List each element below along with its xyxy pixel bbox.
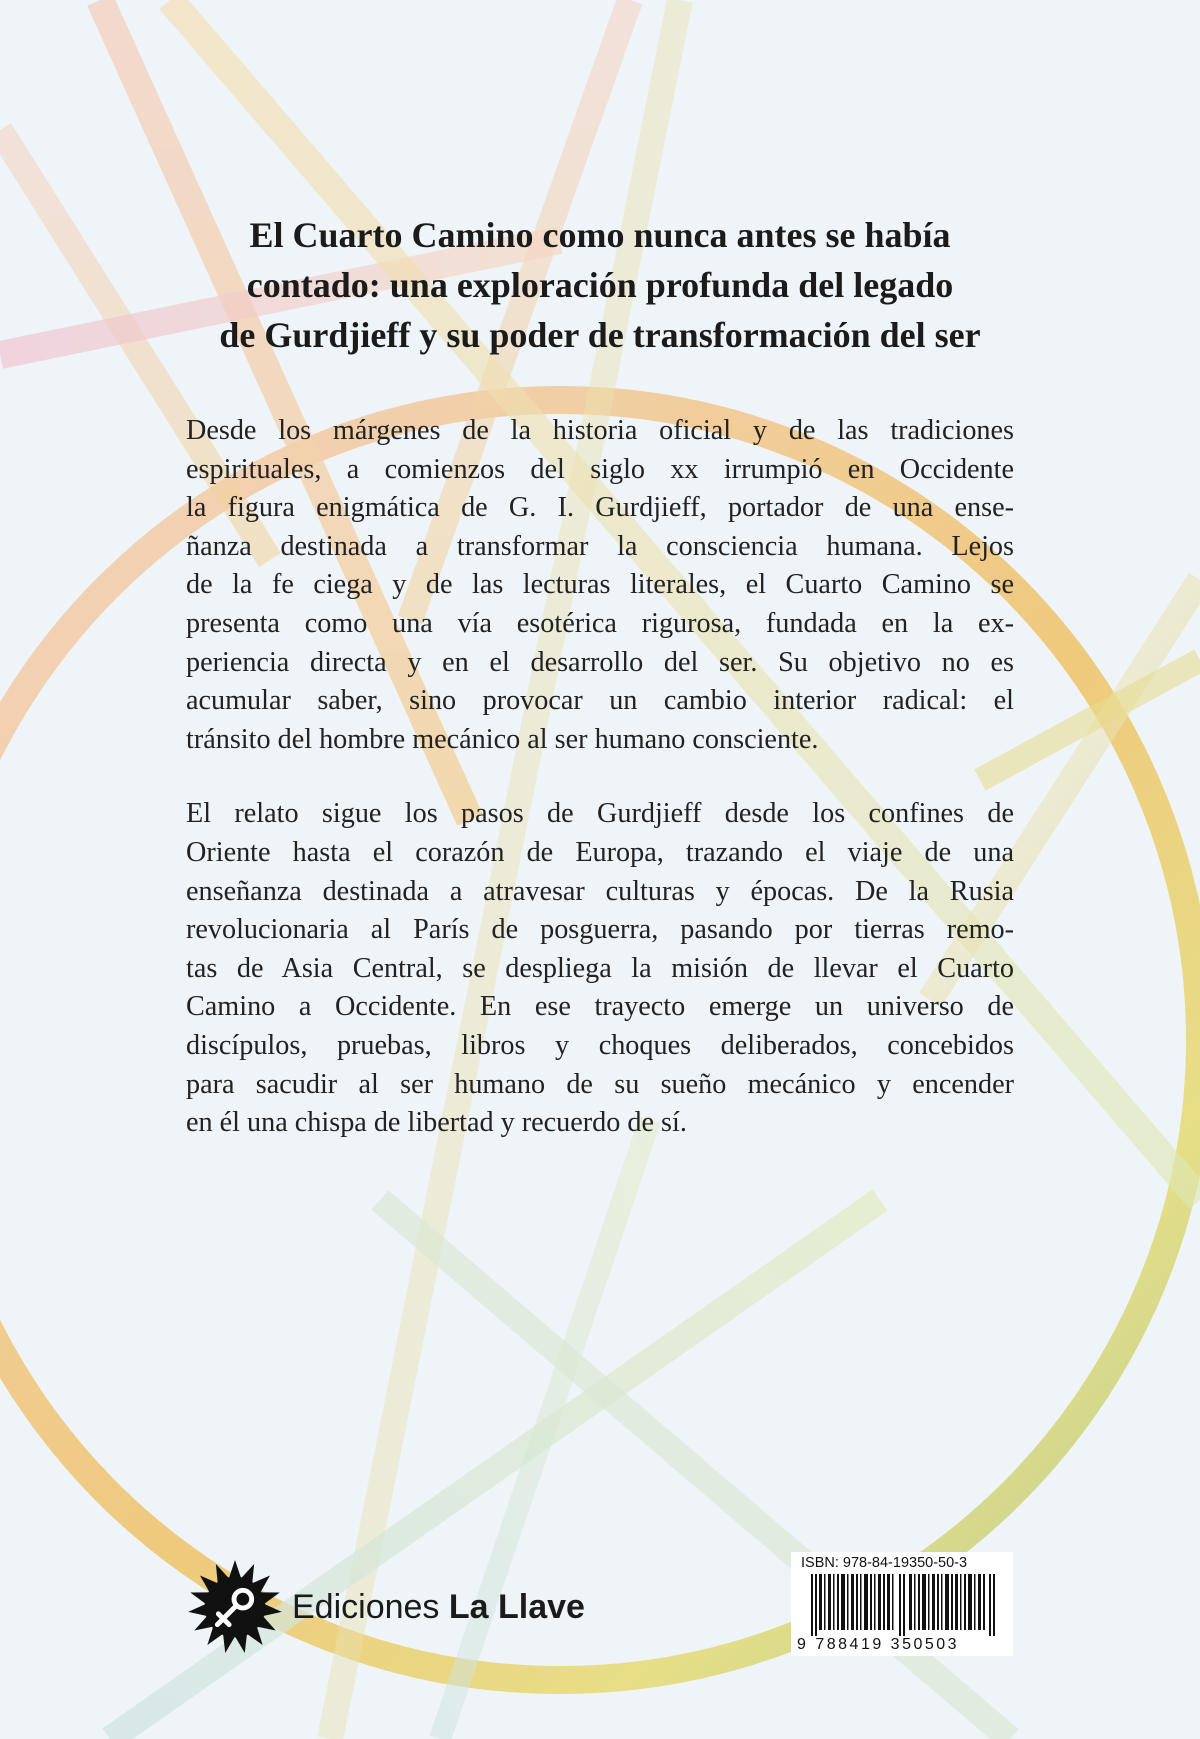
text-line: ñanza destinada a transformar la consciencia humana. Lejos: [186, 530, 1014, 562]
blurb-text: [186, 412, 1014, 1179]
text-line: Camino a Occidente. En ese trayecto emerge un universo de: [186, 991, 1014, 1023]
text-line: de la fe ciega y de las lecturas literales, el Cuarto Camino se: [186, 569, 1014, 601]
text-line: tránsito del hombre mecánico al ser humano consciente.: [186, 723, 819, 755]
publisher-name-bold: La Llave: [448, 1587, 585, 1626]
headline-line: contado: una exploración profunda del legado: [246, 265, 954, 305]
isbn-barcode: [791, 1552, 1013, 1656]
text-line: Desde los márgenes de la historia oficial y de las tradiciones: [186, 415, 1014, 446]
text-line: periencia directa y en el desarrollo del ser. Su objetivo no es: [186, 646, 1014, 678]
text-line: enseñanza destinada a atravesar culturas y épocas. De la Rusia: [186, 875, 1014, 907]
text-line: acumular saber, sino provocar un cambio interior radical: el: [186, 685, 1014, 717]
isbn-label: ISBN: 978-84-19350-50-3: [801, 1555, 968, 1571]
barcode-digits: 9 788419 350503: [797, 1636, 960, 1653]
text-line: en él una chispa de libertad y recuerdo de sí.: [186, 1107, 687, 1139]
headline: [150, 210, 1050, 360]
text-line: discípulos, pruebas, libros y choques deliberados, concebidos: [186, 1029, 1014, 1061]
text-line: revolucionaria al París de posguerra, pasando por tierras remo-: [186, 914, 1014, 946]
text-line: presenta como una vía esotérica rigurosa, fundada en la ex-: [186, 607, 1014, 639]
text-line: espirituales, a comienzos del siglo xx irrumpió en Occidente: [186, 453, 1014, 485]
text-line: para sacudir al ser humano de su sueño mecánico y encender: [186, 1068, 1014, 1100]
blurb-paragraph-2: [186, 795, 1014, 1142]
text-line: El relato sigue los pasos de Gurdjieff desde los confines de: [186, 798, 1014, 830]
text-line: tas de Asia Central, se despliega la misión de llevar el Cuarto: [186, 952, 1014, 984]
sun-key-logo-icon: [186, 1558, 284, 1656]
text-line: la figura enigmática de G. I. Gurdjieff, portador de una ense-: [186, 492, 1014, 524]
publisher-logo: [186, 1558, 585, 1656]
publisher-name-regular: Ediciones: [292, 1587, 449, 1626]
publisher-name: [292, 1588, 585, 1627]
blurb-paragraph-1: [186, 412, 1014, 759]
headline-line: de Gurdjieff y su poder de transformación del ser: [219, 315, 981, 355]
text-line: Oriente hasta el corazón de Europa, trazando el viaje de una: [186, 836, 1014, 868]
barcode-icon: [799, 1574, 1007, 1636]
headline-line: El Cuarto Camino como nunca antes se había: [249, 215, 951, 255]
